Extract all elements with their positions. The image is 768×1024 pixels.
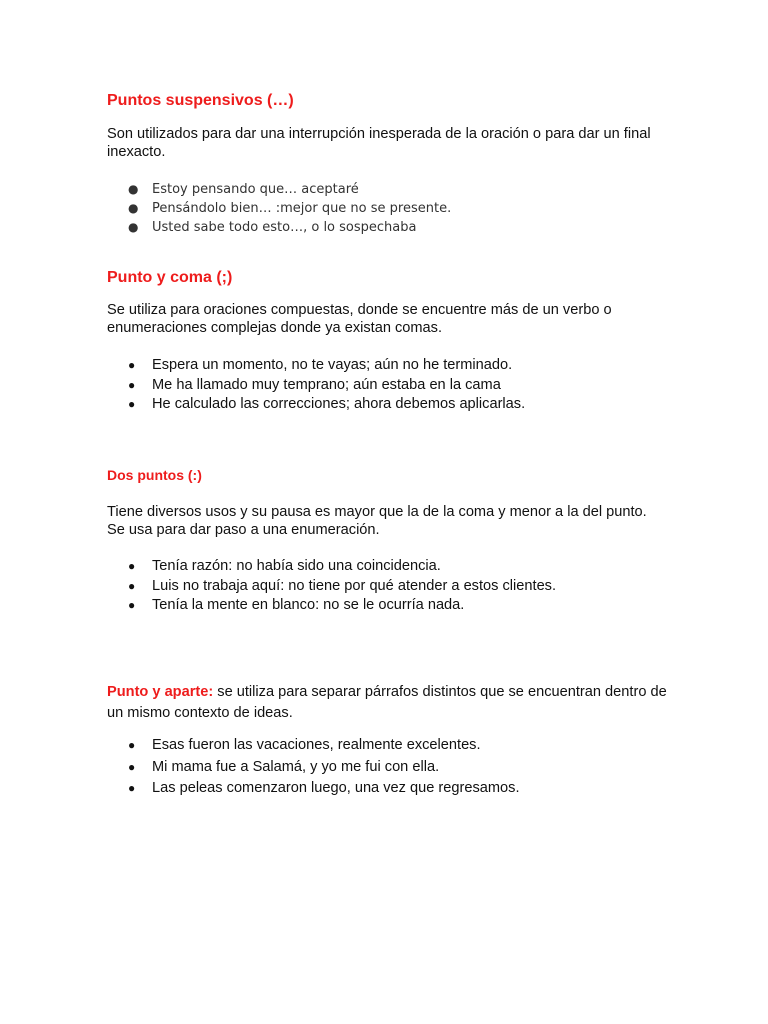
bullet-icon: ● [128,220,139,234]
bullet-icon: ● [128,759,136,774]
section-description-punto-y-aparte: se utiliza para separar párrafos distintos que se encuentran dentro de un mismo contexto de ideas. [107,684,667,721]
bullet-icon: ● [128,358,136,372]
bullet-icon: ● [128,578,136,593]
bullet-icon: ● [128,598,136,612]
example-list-dos-puntos [128,557,688,616]
list-item: ● Pensándolo bien… :mejor que no se presente. [128,201,452,216]
bullet-icon: ● [128,397,136,411]
list-item: ● He calculado las correcciones; ahora debemos aplicarlas. [128,395,688,415]
section-description-puntos-suspensivos: Son utilizados para dar una interrupción inesperada de la oración o para dar un final inexacto. [107,126,651,160]
list-item: ● Usted sabe todo esto…, o lo sospechaba [128,220,417,235]
bullet-icon: ● [128,781,136,795]
list-item: ● Estoy pensando que… aceptaré [128,182,359,197]
section-title-punto-y-coma: Punto y coma (;) [107,269,233,286]
bullet-icon: ● [128,738,136,752]
example-list-punto-y-coma [128,356,688,415]
list-item: ● Mi mama fue a Salamá, y yo me fui con ella. [128,757,688,779]
bullet-icon: ● [128,559,136,573]
bullet-icon: ● [128,182,139,196]
list-item: ● Me ha llamado muy temprano; aún estaba en la cama [128,376,688,396]
list-item: ● Las peleas comenzaron luego, una vez que regresamos. [128,778,688,800]
section-title-puntos-suspensivos: Puntos suspensivos (…) [107,92,294,109]
list-item: ● Espera un momento, no te vayas; aún no he terminado. [128,356,688,376]
bullet-icon: ● [128,377,136,392]
section-description-punto-y-coma: Se utiliza para oraciones compuestas, donde se encuentre más de un verbo o enumeraciones complejas donde ya existan comas. [107,302,612,336]
list-item: ● Luis no trabaja aquí: no tiene por qué atender a estos clientes. [128,577,688,597]
bullet-icon: ● [128,201,139,215]
section-title-punto-y-aparte: Punto y aparte: [107,684,214,700]
list-item: ● Tenía razón: no había sido una coincidencia. [128,557,688,577]
example-list-puntos-suspensivos [128,180,688,237]
example-list-punto-y-aparte [128,735,688,800]
section-punto-y-aparte [107,682,667,724]
section-title-dos-puntos: Dos puntos (:) [107,467,202,483]
list-item: ● Esas fueron las vacaciones, realmente excelentes. [128,735,688,757]
list-item: ● Tenía la mente en blanco: no se le ocurría nada. [128,596,688,616]
section-description-dos-puntos: Tiene diversos usos y su pausa es mayor que la de la coma y menor a la del punto. Se usa para dar paso a una enumeración. [107,504,647,538]
